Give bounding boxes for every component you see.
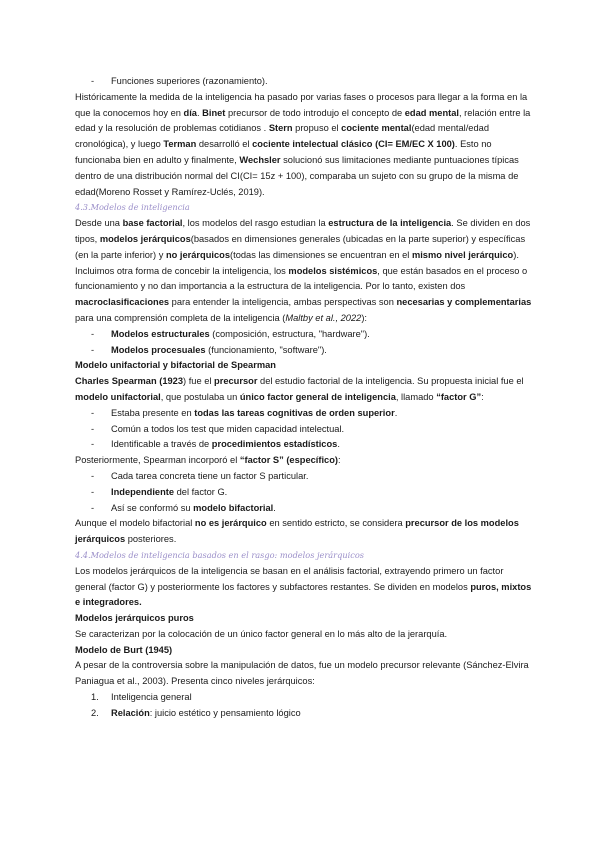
factor-s-list <box>75 469 535 516</box>
list-item: - Estaba presente en todas las tareas cognitivas de orden superior. <box>75 406 535 422</box>
list-item: 1. Inteligencia general <box>91 692 192 703</box>
paragraph-trait-models: Desde una base factorial, los modelos del rasgo estudian la estructura de la inteligencia. Se dividen en dos tipos, modelos jerárquicos(basados en dimensiones generales (ubicadas en la parte superior) y específicas (en la parte inferior) y no jerárquicos(todas las dimensiones se encuentran en el mismo nivel jerárquico). <box>75 218 531 260</box>
models-list <box>75 327 535 359</box>
list-item: - Cada tarea concreta tiene un factor S particular. <box>75 469 535 485</box>
top-bullet-list <box>75 74 535 90</box>
heading-pure-models: Modelos jerárquicos puros <box>75 613 194 624</box>
paragraph-pure-models: Se caracterizan por la colocación de un único factor general en lo más alto de la jerarquía. <box>75 628 448 639</box>
section-heading-4-4: 4.4.Modelos de inteligencia basados en el rasgo: modelos jerárquicos <box>75 549 364 560</box>
list-item: - Identificable a través de procedimientos estadísticos. <box>75 437 535 453</box>
paragraph-systemic-models: Incluimos otra forma de concebir la inteligencia, los modelos sistémicos, que están basados en el proceso o funcionamiento y no dan importancia a la estructura de la inteligencia. Por lo tanto, existen dos macroclasificaciones para entender la inteligencia, ambas perspectivas son necesarias y complementarias para una comprensión completa de la inteligencia (Maltby et al., 2022): <box>75 265 532 323</box>
list-item: - Independiente del factor G. <box>75 485 535 501</box>
section-heading-4-3: 4.3.Modelos de inteligencia <box>75 202 190 213</box>
list-item: 2. Relación: juicio estético y pensamiento lógico <box>91 707 301 718</box>
list-item: - Funciones superiores (razonamiento). <box>75 74 535 90</box>
paragraph-factor-s: Posteriormente, Spearman incorporó el “factor S” (específico): <box>75 455 341 466</box>
list-item: - Modelos procesuales (funcionamiento, "software"). <box>75 343 535 359</box>
document-page <box>75 74 535 722</box>
factor-g-list <box>75 406 535 453</box>
paragraph-hierarchical: Los modelos jerárquicos de la inteligencia se basan en el análisis factorial, extrayendo primero un factor general (factor G) y posteriormente los factores y subfactores restantes. Se dividen en modelos puros, mixtos e integradores. <box>75 565 532 608</box>
paragraph-intelligence-history: Históricamente la medida de la inteligencia ha pasado por varias fases o procesos para llegar a la forma en la que la conocemos hoy en día. Binet precursor de todo introdujo el concepto de edad mental, relación entre la edad y la resolución de problemas cotidianos . Stern propuso el cociente mental(edad mental/edad cronológica), y luego Terman desarrolló el cociente intelectual clásico (CI= EM/EC X 100). Esto no funcionaba bien en adulto y finalmente, Wechsler solucionó sus limitaciones mediante puntuaciones típicas dentro de una distribución normal del CI(CI= 15z + 100), comparaba un sujeto con su grupo de la misma de edad(Moreno Rosset y Ramírez-Uclés, 2019). <box>75 91 531 197</box>
paragraph-spearman: Charles Spearman (1923) fue el precursor del estudio factorial de la inteligencia. Su propuesta inicial fue el modelo unifactorial, que postulaba un único factor general de inteligencia, llamado “factor G”: <box>75 376 524 402</box>
list-item: - Así se conformó su modelo bifactorial. <box>75 501 535 517</box>
list-item: - Común a todos los test que miden capacidad intelectual. <box>75 422 535 438</box>
heading-spearman: Modelo unifactorial y bifactorial de Spearman <box>75 360 276 371</box>
burt-levels-list <box>75 690 535 722</box>
heading-burt: Modelo de Burt (1945) <box>75 644 173 655</box>
paragraph-bifactorial: Aunque el modelo bifactorial no es jerárquico en sentido estricto, se considera precursor de los modelos jerárquicos posteriores. <box>75 518 519 545</box>
list-item: - Modelos estructurales (composición, estructura, "hardware"). <box>75 327 535 343</box>
paragraph-burt: A pesar de la controversia sobre la manipulación de datos, fue un modelo precursor relevante (Sánchez-Elvira Paniagua et al., 2003). Presenta cinco niveles jerárquicos: <box>75 660 529 687</box>
